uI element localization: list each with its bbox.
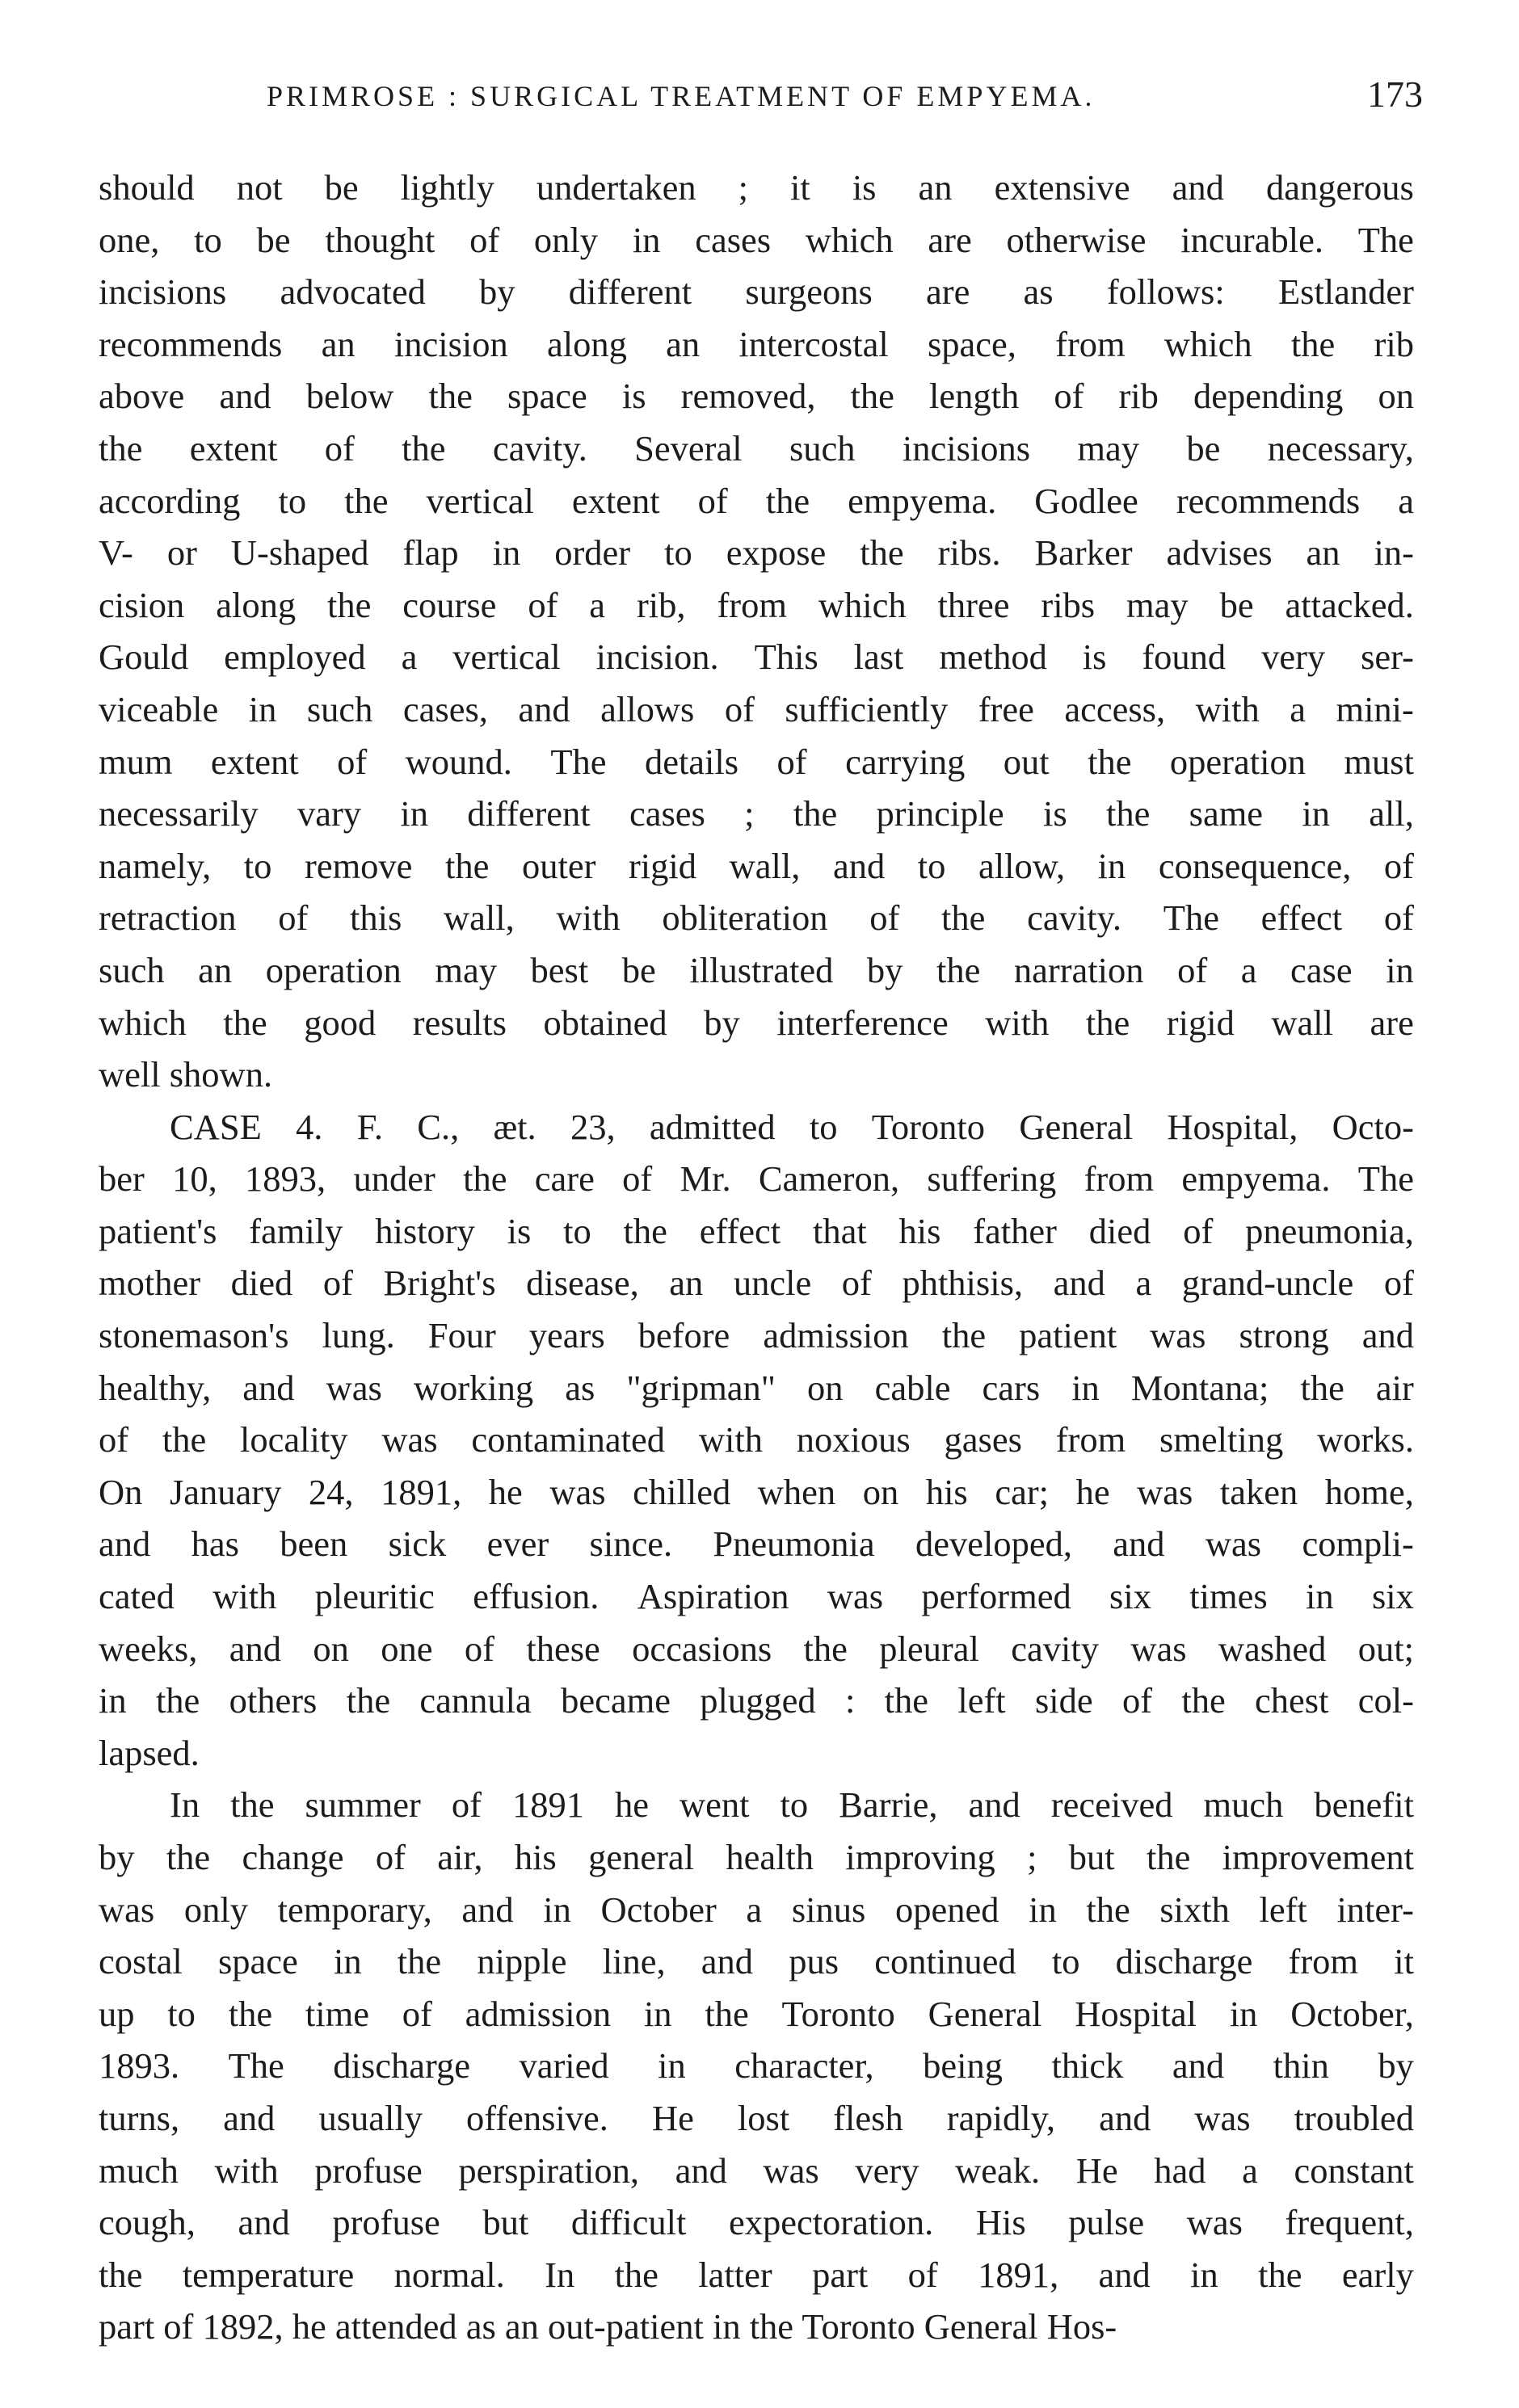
text-line: was only temporary, and in October a sinus opened in the sixth left inter- [99,1889,1414,1930]
text-line: In the summer of 1891 he went to Barrie, and received much benefit [170,1784,1414,1826]
text-line: V- or U-shaped flap in order to expose the ribs. Barker advises an in- [99,532,1414,574]
text-line: Gould employed a vertical incision. This last method is found very ser- [99,637,1414,678]
text-line: namely, to remove the outer rigid wall, and to allow, in consequence, of [99,845,1414,886]
body-text [99,162,1414,2353]
text-line: viceable in such cases, and allows of sufficiently free access, with a mini- [99,688,1414,729]
text-line: above and below the space is removed, the length of rib depending on [99,376,1414,417]
text-line: the temperature normal. In the latter part of 1891, and in the early [99,2254,1414,2295]
text-line: in the others the cannula became plugged : the left side of the chest col- [99,1680,1414,1721]
text-line: patient's family history is to the effect that his father died of pneumonia, [99,1210,1414,1251]
text-line: cough, and profuse but difficult expectoration. His pulse was frequent, [99,2202,1414,2243]
paragraph [99,1101,1414,1780]
text-line: one, to be thought of only in cases which are otherwise incurable. The [99,219,1414,260]
text-line: much with profuse perspiration, and was very weak. He had a constant [99,2150,1414,2191]
text-line: the extent of the cavity. Several such incisions may be necessary, [99,427,1414,469]
text-line: of the locality was contaminated with noxious gases from smelting works. [99,1419,1414,1460]
paragraph [99,162,1414,1101]
text-line: cision along the course of a rib, from which three ribs may be attacked. [99,584,1414,625]
text-line: healthy, and was working as "gripman" on cable cars in Montana; the air [99,1367,1414,1408]
text-line: costal space in the nipple line, and pus continued to discharge from it [99,1941,1414,1982]
text-line: turns, and usually offensive. He lost flesh rapidly, and was troubled [99,2097,1414,2138]
text-line: such an operation may best be illustrated by the narration of a case in [99,949,1414,990]
text-line: mother died of Bright's disease, an uncle of phthisis, and a grand-uncle of [99,1263,1414,1304]
text-line: necessarily vary in different cases ; the principle is the same in all, [99,793,1414,834]
text-line: incisions advocated by different surgeons are as follows: Estlander [99,271,1414,313]
text-line: lapsed. [99,1732,200,1773]
text-line: weeks, and on one of these occasions the pleural cavity was washed out; [99,1628,1414,1669]
text-line: recommends an incision along an intercostal space, from which the rib [99,323,1414,364]
page-number: 173 [1367,74,1423,115]
running-title: PRIMROSE : SURGICAL TREATMENT OF EMPYEMA. [267,80,1096,112]
text-line: On January 24, 1891, he was chilled when on his car; he was taken home, [99,1471,1414,1512]
text-line: mum extent of wound. The details of carrying out the operation must [99,741,1414,782]
text-line: stonemason's lung. Four years before admission the patient was strong and [99,1315,1414,1356]
text-line: CASE 4. F. C., æt. 23, admitted to Toronto General Hospital, Octo- [170,1106,1414,1147]
text-line: ber 10, 1893, under the care of Mr. Cameron, suffering from empyema. The [99,1158,1414,1200]
text-line: should not be lightly undertaken ; it is an extensive and dangerous [99,167,1414,208]
text-line: which the good results obtained by interference with the rigid wall are [99,1002,1414,1043]
text-line: well shown. [99,1054,273,1095]
text-line: cated with pleuritic effusion. Aspiration was performed six times in six [99,1576,1414,1617]
text-line: retraction of this wall, with obliteration of the cavity. The effect of [99,897,1414,939]
text-line: 1893. The discharge varied in character, being thick and thin by [99,2045,1414,2087]
text-line: and has been sick ever since. Pneumonia developed, and was compli- [99,1523,1414,1565]
text-line: part of 1892, he attended as an out-patient in the Toronto General Hos- [99,2306,1117,2347]
paragraph [99,1779,1414,2353]
text-line: by the change of air, his general health improving ; but the improvement [99,1837,1414,1877]
text-line: according to the vertical extent of the empyema. Godlee recommends a [99,480,1414,521]
text-line: up to the time of admission in the Toronto General Hospital in October, [99,1993,1414,2034]
